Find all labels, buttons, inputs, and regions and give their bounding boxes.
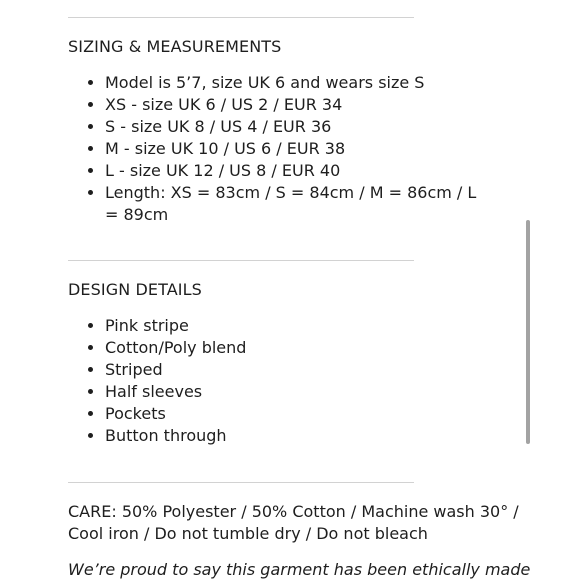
scrollbar-thumb[interactable]: [526, 220, 530, 444]
ethical-statement: We’re proud to say this garment has been ethically made: [68, 560, 531, 579]
design-section-title: DESIGN DETAILS: [68, 280, 202, 299]
list-item: • M - size UK 10 / US 6 / EUR 38: [105, 138, 477, 160]
sizing-list: [84, 72, 477, 226]
sizing-section-title: SIZING & MEASUREMENTS: [68, 37, 282, 56]
divider-top: [68, 17, 414, 18]
list-item: • S - size UK 8 / US 4 / EUR 36: [105, 116, 477, 138]
care-instructions: CARE: 50% Polyester / 50% Cotton / Machine wash 30° / Cool iron / Do not tumble dry / Do not bleach: [68, 502, 519, 543]
list-item: • Button through: [105, 425, 477, 447]
list-item: • L - size UK 12 / US 8 / EUR 40: [105, 160, 477, 182]
list-item: • XS - size UK 6 / US 2 / EUR 34: [105, 94, 477, 116]
list-item: • Model is 5’7, size UK 6 and wears size S: [105, 72, 477, 94]
list-item: • Pink stripe: [105, 315, 477, 337]
list-item: • Pockets: [105, 403, 477, 425]
list-item: • Half sleeves: [105, 381, 477, 403]
design-list: [84, 315, 477, 447]
list-item: • Length: XS = 83cm / S = 84cm / M = 86cm / L = 89cm: [105, 182, 477, 226]
list-item: • Cotton/Poly blend: [105, 337, 477, 359]
scrollbar-track[interactable]: [566, 0, 580, 580]
list-item: • Striped: [105, 359, 477, 381]
divider-middle: [68, 260, 414, 261]
divider-bottom: [68, 482, 414, 483]
